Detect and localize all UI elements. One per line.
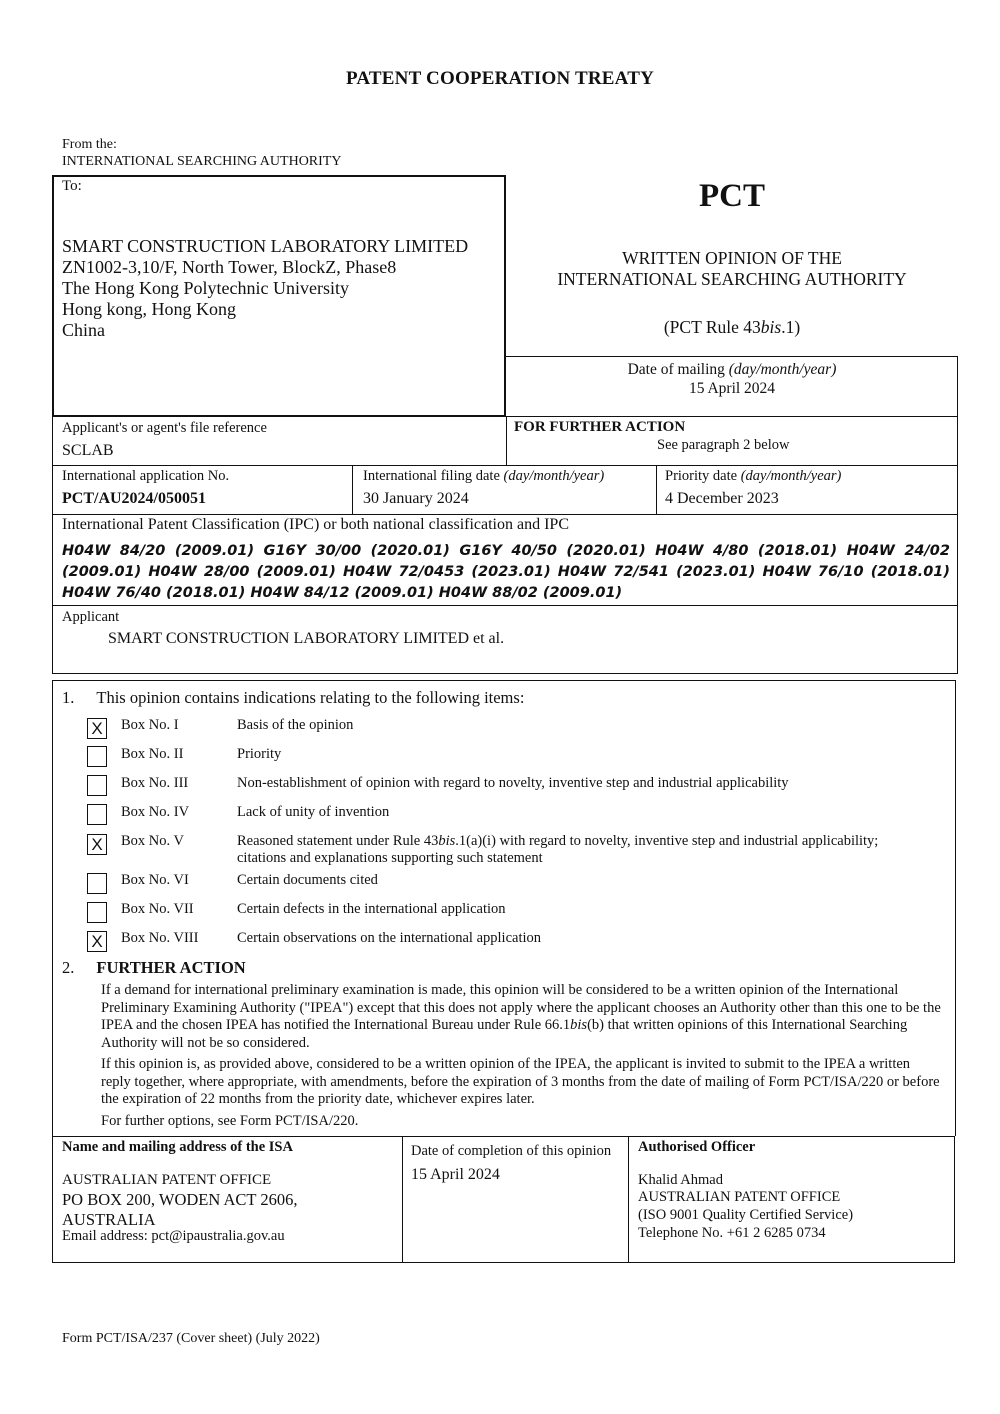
priority-date-value: 4 December 2023 xyxy=(665,490,779,507)
box-no-label: Box No. IV xyxy=(121,804,190,820)
rule-reference xyxy=(506,317,958,338)
checkbox-box-4[interactable] xyxy=(87,804,107,825)
further-action-label: FOR FURTHER ACTION xyxy=(514,419,686,435)
box-no-label: Box No. II xyxy=(121,746,184,762)
priority-label-format: (day/month/year) xyxy=(740,468,842,484)
box-desc-suffix: .1(a)(i) with regard to novelty, inventive step and industrial applicability; xyxy=(455,833,879,849)
box-no-label: Box No. V xyxy=(121,833,184,849)
mailing-label: Date of mailing xyxy=(627,361,729,378)
isa-name-label: Name and mailing address of the ISA xyxy=(62,1139,293,1155)
isa-office: AUSTRALIAN PATENT OFFICE xyxy=(62,1172,272,1188)
mailing-date: 15 April 2024 xyxy=(688,380,776,397)
officer-phone: Telephone No. +61 2 6285 0734 xyxy=(638,1225,826,1241)
box-desc-italic: bis xyxy=(438,833,456,849)
checkbox-box-8[interactable]: X xyxy=(87,931,107,952)
mailing-date-block xyxy=(506,360,958,398)
box-no-label: Box No. VI xyxy=(121,872,189,888)
checkbox-box-3[interactable] xyxy=(87,775,107,796)
file-ref-label: Applicant's or agent's file reference xyxy=(62,420,267,436)
box-no-label: Box No. VII xyxy=(121,901,194,917)
checkbox-box-5[interactable]: X xyxy=(87,834,107,855)
ipc-codes: H04W 84/20 (2009.01) G16Y 30/00 (2020.01) G16Y 40/50 (2020.01) H04W 4/80 (2018.01) H04W 24/02 (2009.01) H04W 28/00 (2009.01) H04W 72/0453 (2023.01) H04W 72/541 (2023.01) H04W 76/10 (2018.01) H04W 76/40 (2018.01) H04W 84/12 (2009.01) H04W 88/02 (2009.01) xyxy=(62,543,950,601)
further-action-para-2: If this opinion is, as provided above, considered to be a written opinion of the IPEA, the applicant is invited to submit to the IPEA a written reply together, where appropriate, with amendments, before the expiration of 3 months from the date of mailing of Form PCT/ISA/220 or before the expiration of 22 months from the priority date, whichever expires later. xyxy=(101,1056,940,1107)
box-desc-line2: citations and explanations supporting such statement xyxy=(237,850,543,866)
officer-name: Khalid Ahmad xyxy=(638,1172,723,1188)
from-block xyxy=(62,136,341,170)
box-desc-prefix: Reasoned statement under Rule 43 xyxy=(237,833,439,849)
box-description: Certain documents cited xyxy=(237,872,378,888)
filing-label-format: (day/month/year) xyxy=(503,468,605,484)
priority-label-text: Priority date xyxy=(665,468,741,484)
from-authority: INTERNATIONAL SEARCHING AUTHORITY xyxy=(62,154,342,169)
checkbox-box-6[interactable] xyxy=(87,873,107,894)
filing-label-text: International filing date xyxy=(363,468,504,484)
from-label: From the: xyxy=(62,137,117,152)
completion-date: 15 April 2024 xyxy=(411,1166,500,1183)
box-description: Certain observations on the international application xyxy=(237,930,542,946)
form-name-line2: INTERNATIONAL SEARCHING AUTHORITY xyxy=(557,269,907,289)
box-description: Lack of unity of invention xyxy=(237,804,390,820)
box-no-label: Box No. VIII xyxy=(121,930,199,946)
address-line: SMART CONSTRUCTION LABORATORY LIMITED xyxy=(62,236,469,256)
mailing-label-format: (day/month/year) xyxy=(728,361,837,378)
rule-italic: bis xyxy=(760,317,782,337)
box-no-label: Box No. III xyxy=(121,775,189,791)
officer-org: AUSTRALIAN PATENT OFFICE xyxy=(638,1189,841,1205)
app-no-label: International application No. xyxy=(62,468,230,484)
further-action-para-3: For further options, see Form PCT/ISA/220. xyxy=(101,1113,359,1129)
para1-italic: bis xyxy=(570,1017,588,1033)
recipient-address xyxy=(62,236,468,341)
para1-a: If a demand for international preliminary examination is made, this opinion will be considered to be a written opinion of the International Preliminary Examining Authority ("IPEA") except that this does not apply where the applicant chooses an Authority other than this one to be the IPEA and the chosen IPEA has notified the International Bureau under Rule 66.1 xyxy=(101,982,941,1033)
filing-label xyxy=(363,468,604,485)
further-action-number: 2. xyxy=(62,958,75,977)
checkbox-box-7[interactable] xyxy=(87,902,107,923)
file-ref-value: SCLAB xyxy=(62,442,114,459)
address-line: ZN1002-3,10/F, North Tower, BlockZ, Phase8 xyxy=(62,257,397,277)
pct-heading: PCT xyxy=(699,178,765,214)
items-number: 1. xyxy=(62,688,75,707)
isa-country: AUSTRALIA xyxy=(62,1210,156,1229)
officer-cert: (ISO 9001 Quality Certified Service) xyxy=(638,1207,854,1223)
box-description: Priority xyxy=(237,746,282,762)
form-reference: Form PCT/ISA/237 (Cover sheet) (July 2022) xyxy=(62,1331,320,1346)
applicant-value: SMART CONSTRUCTION LABORATORY LIMITED et al. xyxy=(108,630,505,647)
form-name-line1: WRITTEN OPINION OF THE xyxy=(622,248,842,268)
to-label: To: xyxy=(62,178,82,194)
further-action-title: FURTHER ACTION xyxy=(96,958,246,977)
further-action-heading xyxy=(62,958,246,978)
isa-email[interactable]: Email address: pct@ipaustralia.gov.au xyxy=(62,1228,285,1244)
address-line: Hong kong, Hong Kong xyxy=(62,299,236,319)
box-description: Certain defects in the international application xyxy=(237,901,506,917)
form-name xyxy=(506,248,958,290)
rule-suffix: .1) xyxy=(781,317,801,337)
checkbox-box-1[interactable]: X xyxy=(87,718,107,739)
app-no-value: PCT/AU2024/050051 xyxy=(62,490,206,507)
box-no-label: Box No. I xyxy=(121,717,179,733)
para1-b: (b) that written opinions of this International Searching Authority will not be so considered. xyxy=(101,1017,908,1051)
priority-label xyxy=(665,468,841,485)
rule-prefix: (PCT Rule 43 xyxy=(663,317,761,337)
ipc-label: International Patent Classification (IPC) or both national classification and IPC xyxy=(62,516,569,533)
further-action-para-1 xyxy=(101,982,943,1052)
filing-date-value: 30 January 2024 xyxy=(363,490,469,507)
isa-po-box: PO BOX 200, WODEN ACT 2606, xyxy=(62,1190,298,1209)
items-heading-text: This opinion contains indications relating to the following items: xyxy=(96,688,525,707)
address-line: China xyxy=(62,320,105,340)
officer-label: Authorised Officer xyxy=(638,1139,756,1155)
further-action-note: See paragraph 2 below xyxy=(657,437,790,453)
box-description xyxy=(237,833,937,867)
address-line: The Hong Kong Polytechnic University xyxy=(62,278,349,298)
box-description: Basis of the opinion xyxy=(237,717,354,733)
items-heading xyxy=(62,688,524,708)
applicant-label: Applicant xyxy=(62,609,120,625)
document-title: PATENT COOPERATION TREATY xyxy=(346,68,654,89)
box-description: Non-establishment of opinion with regard to novelty, inventive step and industrial applicability xyxy=(237,775,789,791)
completion-label: Date of completion of this opinion xyxy=(411,1143,612,1159)
checkbox-box-2[interactable] xyxy=(87,746,107,767)
